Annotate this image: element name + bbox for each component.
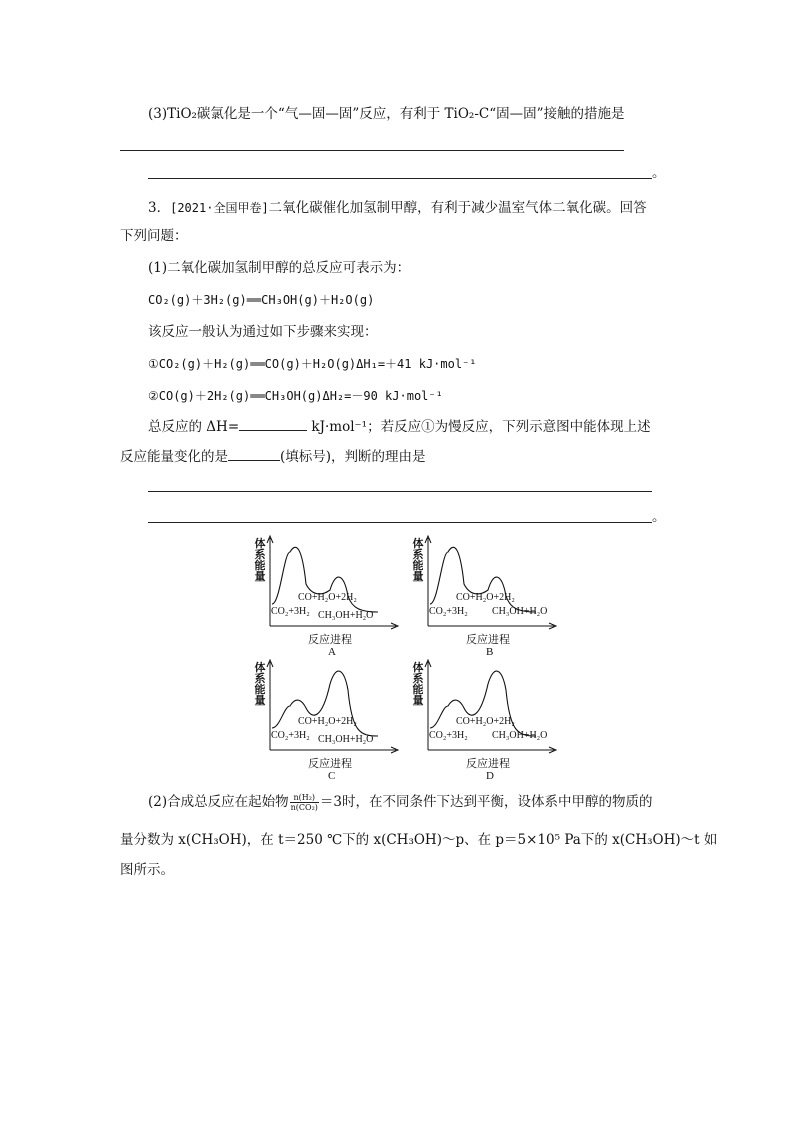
- period-reason: 。: [652, 509, 666, 525]
- diagram-choice-blank[interactable]: [228, 446, 280, 461]
- steps-intro: 该反应一般认为通过如下步骤来实现：: [148, 324, 378, 340]
- period-q3: 。: [652, 165, 666, 181]
- ratio-denominator: n(CO₂): [290, 803, 318, 812]
- intermediate-label: CO+H₂O+2H₂: [298, 592, 357, 603]
- delta-h-question: [148, 416, 651, 437]
- reactant-label: CO₂+3H₂: [271, 606, 310, 617]
- diagram-question-prefix: 反应能量变化的是: [120, 449, 228, 465]
- intermediate-label: CO+H₂O+2H₂: [298, 716, 357, 727]
- part2-suffix: ＝3时，在不同条件下达到平衡，设体系中甲醇的物质的: [319, 794, 653, 810]
- ratio-fraction: [290, 793, 319, 812]
- x-axis-label: 反应进程: [308, 757, 352, 770]
- step2-equation: ②CO(g)＋2H₂(g)══CH₃OH(g)ΔH₂=－90 kJ·mol⁻¹: [148, 389, 443, 403]
- reactant-label: CO₂+3H₂: [429, 730, 468, 741]
- answer-line-reason-1[interactable]: [148, 491, 652, 492]
- x-axis-label: 反应进程: [308, 633, 352, 646]
- product-label: CH₃OH+H₂O: [492, 730, 548, 741]
- product-label: CH₃OH+H₂O: [318, 734, 374, 745]
- delta-h-prefix: 总反应的 ΔH=: [148, 419, 240, 435]
- energy-diagram-C: [250, 660, 400, 780]
- answer-line-q3-1[interactable]: [120, 150, 624, 151]
- part1-label: (1)二氧化碳加氢制甲醇的总反应可表示为：: [148, 260, 411, 276]
- total-reaction: CO₂(g)＋3H₂(g)══CH₃OH(g)＋H₂O(g): [148, 293, 375, 307]
- part2-line-2: 量分数为 x(CH₃OH)，在 t＝250 ℃下的 x(CH₃OH)～p、在 p＝5×10⁵ Pa下的 x(CH₃OH)～t 如: [120, 832, 718, 848]
- diagram-letter: C: [328, 770, 336, 782]
- problem-source: [2021·全国甲卷]: [170, 201, 269, 215]
- ratio-numerator: n(H₂): [290, 793, 319, 803]
- problem3-intro: [148, 198, 647, 218]
- intermediate-label: CO+H₂O+2H₂: [456, 592, 515, 603]
- diagram-question: [120, 446, 426, 467]
- part2-prefix: (2)合成总反应在起始物: [148, 794, 289, 810]
- energy-diagram-D: [408, 660, 558, 780]
- x-axis-label: 反应进程: [466, 633, 510, 646]
- problem-number: 3．: [148, 200, 171, 216]
- delta-h-suffix: kJ·mol⁻¹；若反应①为慢反应，下列示意图中能体现上述: [307, 419, 651, 435]
- y-axis-label: 体系能量: [254, 537, 266, 583]
- part2-line-3: 图所示。: [120, 862, 174, 878]
- energy-diagram-A: [250, 536, 400, 656]
- product-label: CH₃OH+H₂O: [318, 610, 374, 621]
- x-axis-label: 反应进程: [466, 757, 510, 770]
- step1-equation: ①CO₂(g)＋H₂(g)══CO(g)＋H₂O(g)ΔH₁=＋41 kJ·mol⁻¹: [148, 357, 477, 371]
- delta-h-blank[interactable]: [239, 416, 307, 431]
- q3-sentence: (3)TiO₂碳氯化是一个“气—固—固”反应，有利于 TiO₂-C“固—固”接触的措施是: [148, 106, 625, 122]
- q3-text: [148, 104, 625, 124]
- part2-line-1: [148, 792, 653, 812]
- energy-diagram-B: [408, 536, 558, 656]
- y-axis-label: 体系能量: [412, 661, 424, 707]
- answer-line-q3-2[interactable]: [148, 178, 652, 179]
- intro-line-2: 下列问题：: [120, 228, 188, 244]
- answer-line-reason-2[interactable]: [148, 522, 652, 523]
- reactant-label: CO₂+3H₂: [429, 606, 468, 617]
- diagram-letter: B: [486, 646, 494, 658]
- diagram-letter: D: [486, 770, 494, 782]
- diagram-question-suffix: (填标号)，判断的理由是: [280, 449, 426, 465]
- product-label: CH₃OH+H₂O: [492, 606, 548, 617]
- y-axis-label: 体系能量: [254, 661, 266, 707]
- reactant-label: CO₂+3H₂: [271, 730, 310, 741]
- diagram-letter: A: [328, 646, 336, 658]
- intermediate-label: CO+H₂O+2H₂: [456, 716, 515, 727]
- y-axis-label: 体系能量: [412, 537, 424, 583]
- intro-line-1: 二氧化碳催化加氢制甲醇，有利于减少温室气体二氧化碳。回答: [268, 200, 647, 216]
